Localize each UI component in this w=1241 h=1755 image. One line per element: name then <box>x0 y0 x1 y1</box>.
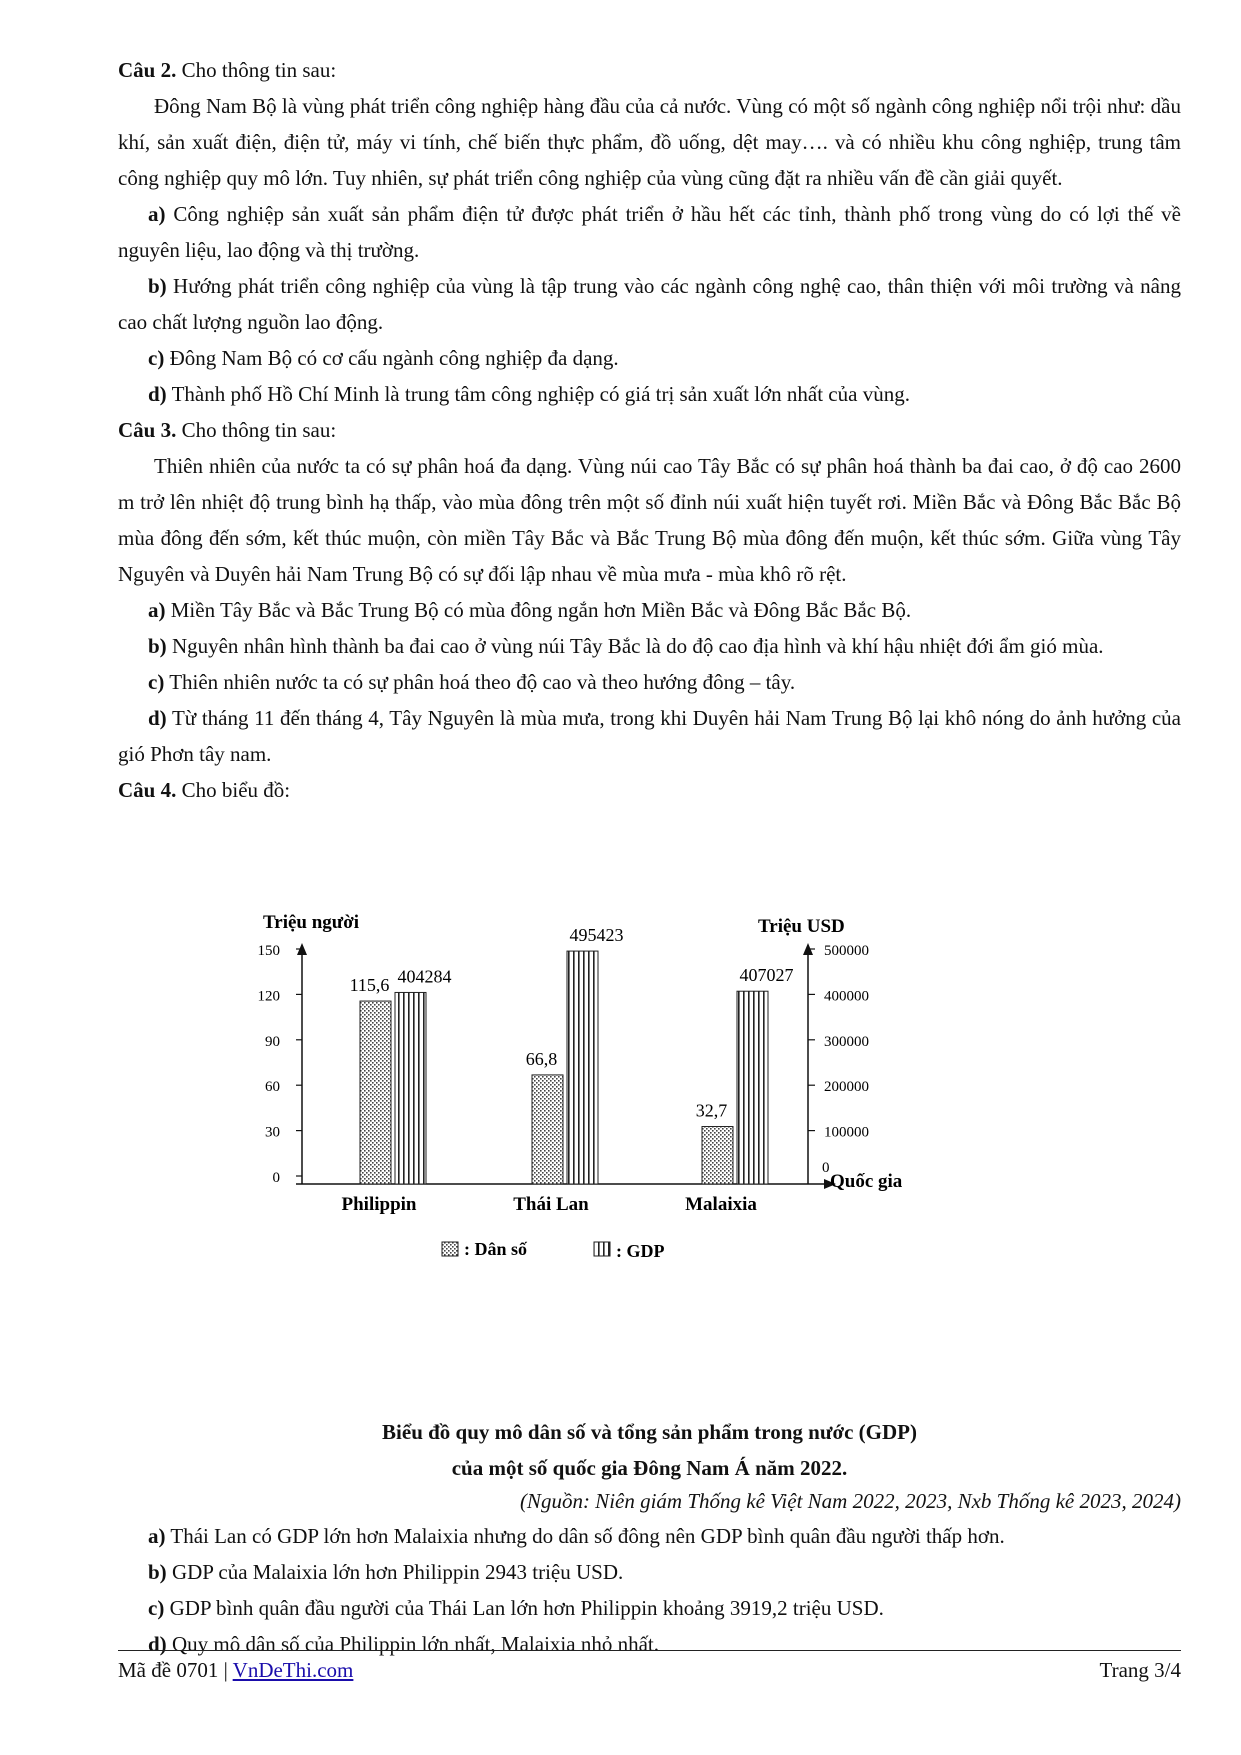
legend-swatch-population <box>442 1242 458 1256</box>
category-label: Malaixia <box>685 1194 757 1215</box>
category-label: Thái Lan <box>513 1194 589 1215</box>
chart-source: (Nguồn: Niên giám Thống kê Việt Nam 2022, 2023, Nxb Thống kê 2023, 2024) <box>519 1489 1181 1513</box>
question-3-item-b: b) Nguyên nhân hình thành ba đai cao ở vùng núi Tây Bắc là do độ cao địa hình và khí hậu nhiệt đới ẩm gió mùa. <box>148 634 1104 658</box>
population-data-label: 32,7 <box>695 1100 728 1121</box>
question-2-item-d: d) Thành phố Hồ Chí Minh là trung tâm công nghiệp có giá trị sản xuất lớn nhất của vùng. <box>148 382 910 406</box>
gdp-data-label: 407027 <box>739 965 794 986</box>
question-4-item-a: a) Thái Lan có GDP lớn hơn Malaixia nhưng do dân số đông nên GDP bình quân đầu người thấp hơn. <box>148 1524 1005 1548</box>
population-bar <box>360 1001 391 1184</box>
left-tick-label: 90 <box>265 1033 280 1050</box>
exam-page <box>118 52 1181 1656</box>
left-axis-title: Triệu người <box>263 912 359 933</box>
question-4-item-b: b) GDP của Malaixia lớn hơn Philippin 2943 triệu USD. <box>148 1560 624 1584</box>
chart-container <box>118 912 1181 1261</box>
category-label: Philippin <box>341 1194 417 1215</box>
x-axis-title: Quốc gia <box>830 1171 903 1192</box>
right-axis-title: Triệu USD <box>758 916 845 937</box>
population-bar <box>702 1127 733 1184</box>
population-data-label: 66,8 <box>525 1048 558 1069</box>
question-3-item-d: d) Từ tháng 11 đến tháng 4, Tây Nguyên là mùa mưa, trong khi Duyên hải Nam Trung Bộ lại khô nóng do ảnh hưởng của gió Phơn tây nam. <box>118 706 1181 766</box>
right-tick-label: 500000 <box>824 943 869 959</box>
gdp-bar <box>567 951 598 1184</box>
gdp-bar <box>737 991 768 1184</box>
right-tick-label: 200000 <box>824 1079 869 1096</box>
question-4-item-c: c) GDP bình quân đầu người của Thái Lan lớn hơn Philippin khoảng 3919,2 triệu USD. <box>148 1596 884 1620</box>
question-2-item-a: a) Công nghiệp sản xuất sản phẩm điện tử được phát triển ở hầu hết các tỉnh, thành phố trong vùng do có lợi thế về nguyên liệu, lao động và thị trường. <box>118 202 1181 262</box>
question-2-paragraph: Đông Nam Bộ là vùng phát triển công nghiệp hàng đầu của cả nước. Vùng có một số ngành công nghiệp nổi trội như: dầu khí, sản xuất điện, điện tử, máy vi tính, chế biến thực phẩm, đồ uống, dệt may…. và có nhiều khu công nghiệp, trung tâm công nghiệp quy mô lớn. Tuy nhiên, sự phát triển công nghiệp của vùng cũng đặt ra nhiều vấn đề cần giải quyết. <box>118 94 1181 190</box>
right-tick-label: 400000 <box>824 988 869 1005</box>
legend-swatch-gdp <box>594 1242 610 1256</box>
gdp-data-label: 495423 <box>569 925 624 946</box>
left-tick-label: 0 <box>272 1170 280 1186</box>
chart-caption <box>118 1414 1181 1486</box>
question-2-item-c: c) Đông Nam Bộ có cơ cấu ngành công nghiệp đa dạng. <box>148 346 619 370</box>
question-2-item-b: b) Hướng phát triển công nghiệp của vùng là tập trung vào các ngành công nghệ cao, thân thiện với môi trường và nâng cao chất lượng nguồn lao động. <box>118 274 1181 334</box>
question-4-item-d: d) Quy mô dân số của Philippin lớn nhất, Malaixia nhỏ nhất. <box>148 1632 659 1656</box>
population-bar <box>532 1075 563 1184</box>
left-tick-label: 30 <box>265 1124 280 1141</box>
legend-label-gdp: : GDP <box>616 1241 665 1261</box>
left-tick-label: 150 <box>257 943 280 959</box>
caption-line-2: của một số quốc gia Đông Nam Á năm 2022. <box>451 1456 848 1480</box>
right-tick-label: 0 <box>822 1160 830 1176</box>
question-3-heading: Câu 3. Cho thông tin sau: <box>118 418 337 442</box>
exam-code: Mã đề 0701 | <box>118 1658 228 1682</box>
left-tick-label: 120 <box>257 988 280 1005</box>
population-gdp-chart <box>118 912 1181 1384</box>
population-data-label: 115,6 <box>349 975 390 996</box>
question-4-items <box>118 1518 1181 1662</box>
caption-line-1: Biểu đồ quy mô dân số và tổng sản phẩm trong nước (GDP) <box>382 1420 917 1444</box>
right-tick-label: 100000 <box>824 1124 869 1141</box>
left-tick-label: 60 <box>265 1079 280 1096</box>
question-3-item-a: a) Miền Tây Bắc và Bắc Trung Bộ có mùa đông ngắn hơn Miền Bắc và Đông Bắc Bắc Bộ. <box>148 598 912 622</box>
question-3-paragraph: Thiên nhiên của nước ta có sự phân hoá đa dạng. Vùng núi cao Tây Bắc có sự phân hoá thành ba đai cao, ở độ cao 2600 m trở lên nhiệt độ trung bình hạ thấp, vào mùa đông trên một số đỉnh núi xuất hiện tuyết rơi. Miền Bắc và Đông Bắc Bắc Bộ mùa đông đến sớm, kết thúc muộn, còn miền Tây Bắc và Bắc Trung Bộ mùa đông đến muộn, kết thúc sớm. Giữa vùng Tây Nguyên và Duyên hải Nam Trung Bộ có sự đối lập nhau về mùa mưa - mùa khô rõ rệt. <box>118 454 1181 586</box>
gdp-bar <box>395 992 426 1184</box>
page-footer <box>118 1650 1181 1682</box>
legend-label-population: : Dân số <box>464 1239 528 1259</box>
footer-left <box>118 1655 353 1685</box>
site-link[interactable]: VnDeThi.com <box>232 1658 354 1682</box>
question-3-item-c: c) Thiên nhiên nước ta có sự phân hoá theo độ cao và theo hướng đông – tây. <box>148 670 796 694</box>
question-2-heading: Câu 2. Cho thông tin sau: <box>118 58 337 82</box>
gdp-data-label: 404284 <box>397 966 452 987</box>
page-number: Trang 3/4 <box>1099 1658 1181 1682</box>
right-tick-label: 300000 <box>824 1033 869 1050</box>
question-4-heading: Câu 4. Cho biểu đồ: <box>118 778 291 802</box>
